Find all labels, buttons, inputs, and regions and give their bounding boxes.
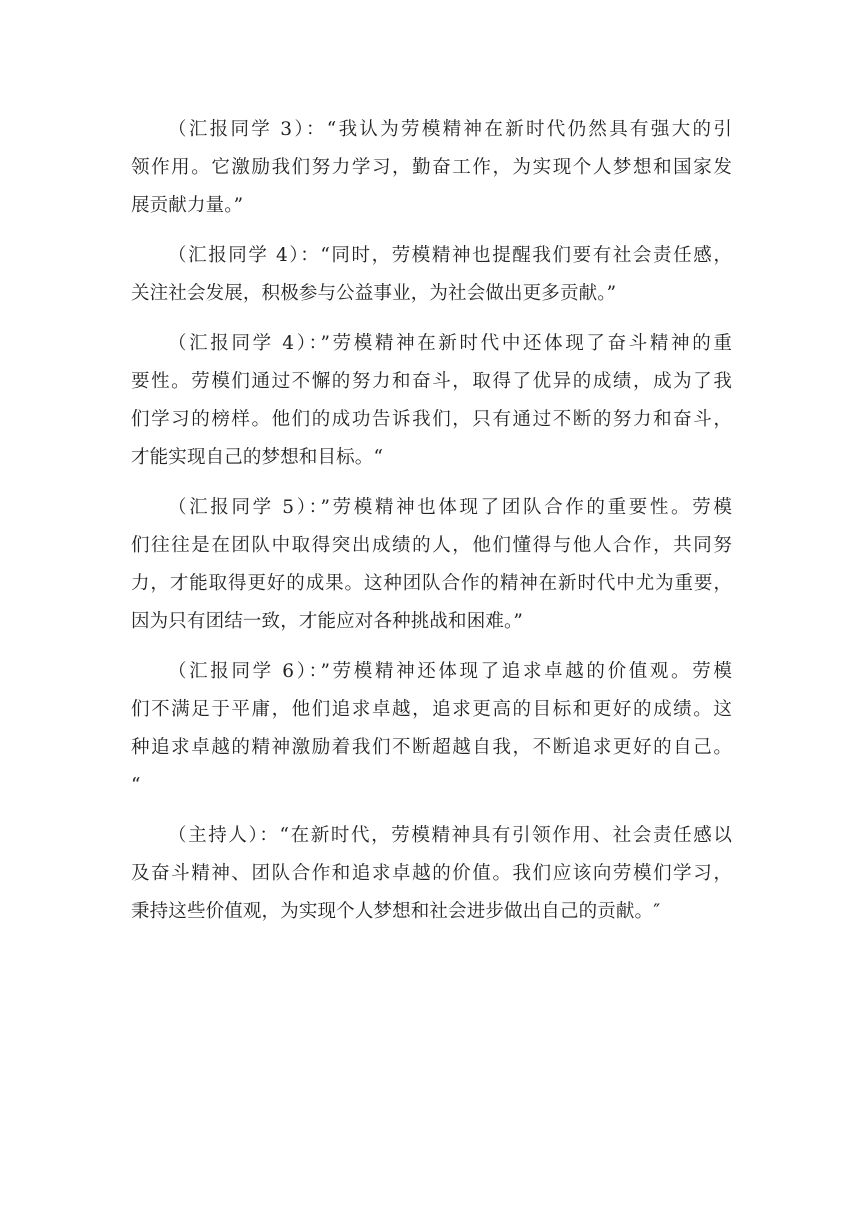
paragraph [131, 111, 732, 225]
text-line: 关注社会发展，积极参与公益事业，为社会做出更多贡献。” [131, 283, 617, 304]
text-line: 们往往是在团队中取得突出成绩的人，他们懂得与他人合作，共同努 [131, 535, 732, 556]
paragraph [131, 817, 732, 931]
text-line: 种追求卓越的精神激励着我们不断超越自我，不断追求更好的自己。 [131, 737, 732, 758]
text-line: 们学习的榜样。他们的成功告诉我们，只有通过不断的努力和奋斗， [131, 409, 732, 430]
text-line: 力，才能取得更好的成果。这种团队合作的精神在新时代中尤为重要， [131, 573, 732, 594]
paragraph [131, 325, 732, 477]
document-body [131, 111, 732, 931]
text-line: 秉持这些价值观，为实现个人梦想和社会进步做出自己的贡献。″ [131, 901, 661, 922]
text-line: 们不满足于平庸，他们追求卓越，追求更高的目标和更好的成绩。这 [131, 699, 732, 720]
text-line: 展贡献力量。” [131, 195, 244, 216]
text-line: （汇报同学 3）：“我认为劳模精神在新时代仍然具有强大的引 [168, 119, 732, 140]
text-line: 因为只有团结一致，才能应对各种挑战和困难。” [131, 611, 524, 632]
text-line: （汇报同学 6）：”劳模精神还体现了追求卓越的价值观。劳模 [168, 661, 732, 682]
text-line: （汇报同学 5）：”劳模精神也体现了团队合作的重要性。劳模 [168, 497, 732, 518]
text-line: （主持人）：“在新时代，劳模精神具有引领作用、社会责任感以 [168, 825, 732, 846]
paragraph [131, 653, 732, 805]
text-line: 才能实现自己的梦想和目标。“ [131, 447, 384, 468]
paragraph [131, 237, 732, 313]
text-line: （汇报同学 4）：”劳模精神在新时代中还体现了奋斗精神的重 [168, 333, 732, 354]
text-line: 领作用。它激励我们努力学习，勤奋工作，为实现个人梦想和国家发 [131, 157, 732, 178]
text-line: （汇报同学 4）：“同时，劳模精神也提醒我们要有社会责任感， [168, 245, 732, 266]
text-line: “ [131, 775, 141, 796]
paragraph [131, 489, 732, 641]
text-line: 要性。劳模们通过不懈的努力和奋斗，取得了优异的成绩，成为了我 [131, 371, 732, 392]
text-line: 及奋斗精神、团队合作和追求卓越的价值。我们应该向劳模们学习， [131, 863, 732, 884]
